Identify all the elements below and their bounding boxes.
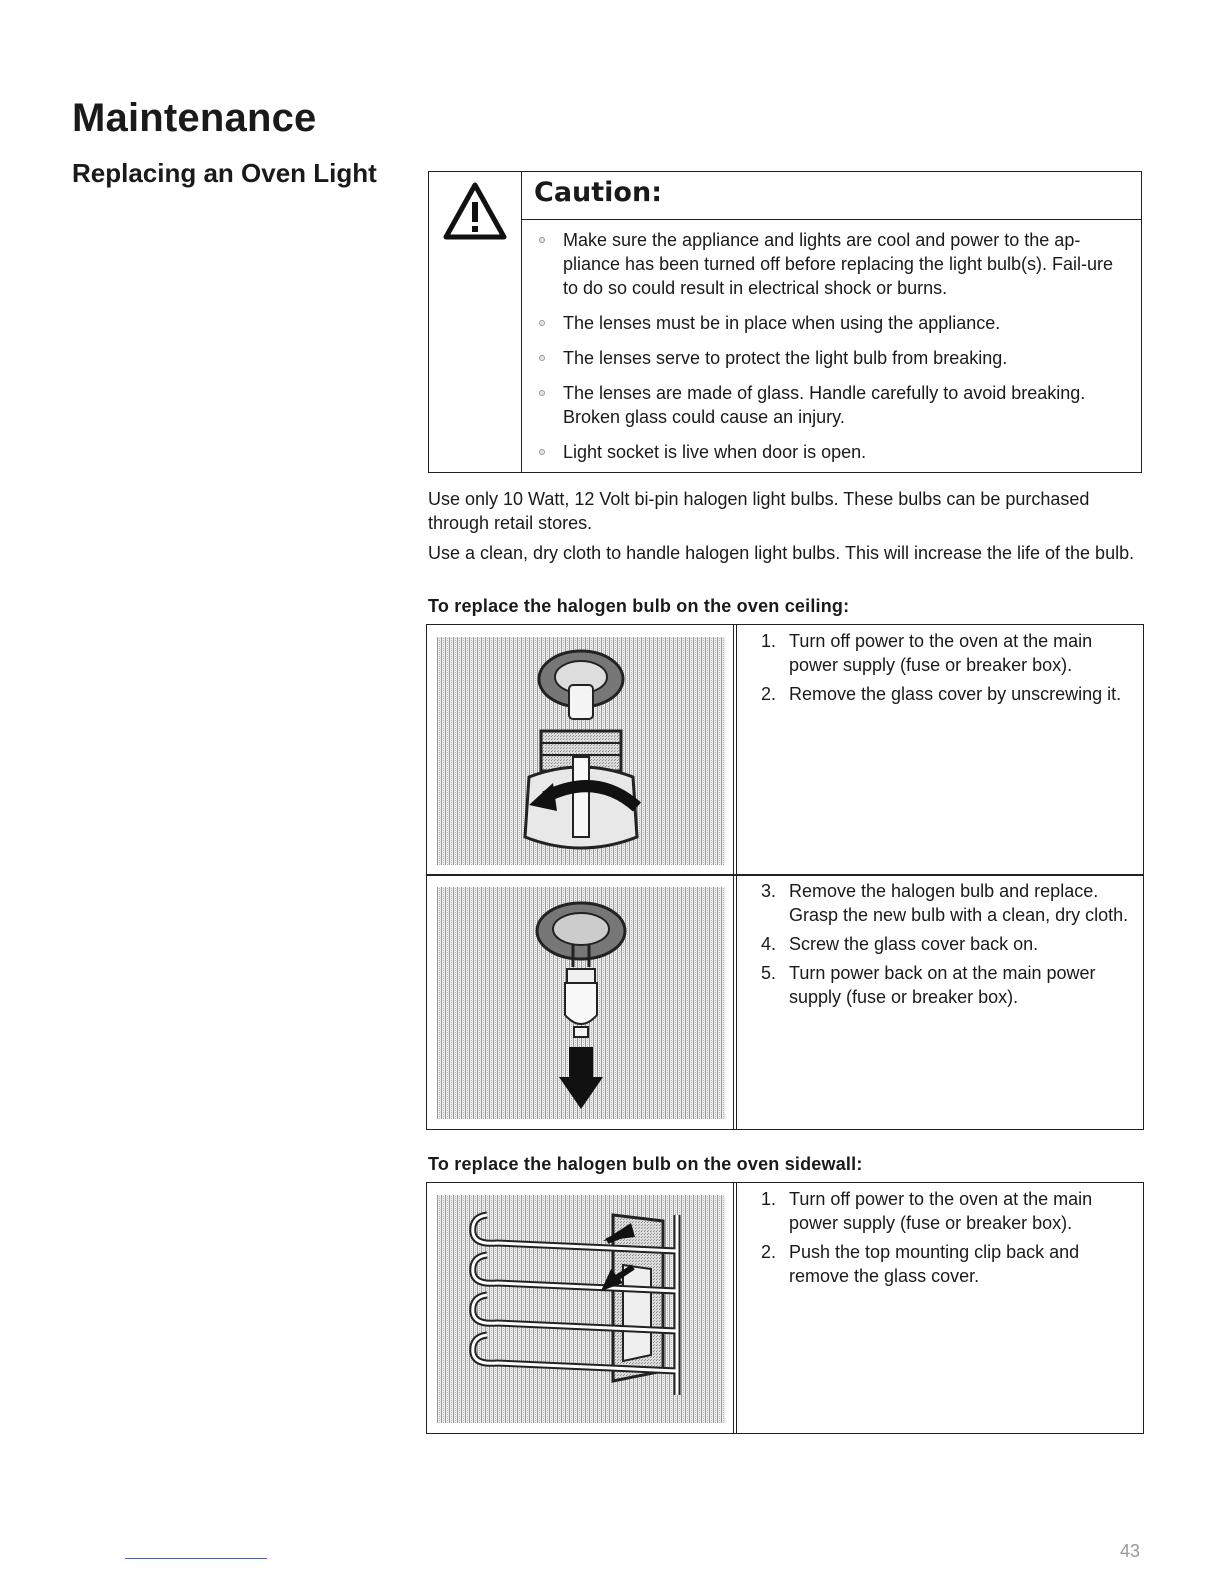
caution-title: Caution: bbox=[534, 177, 662, 208]
caution-item-text: Light socket is live when door is open. bbox=[563, 442, 867, 462]
list-item bbox=[761, 1240, 1133, 1288]
list-item bbox=[533, 440, 1131, 464]
list-item bbox=[533, 228, 1131, 300]
sidewall-heading: To replace the halogen bulb on the oven sidewall: bbox=[428, 1154, 863, 1174]
warning-triangle-icon bbox=[443, 182, 507, 240]
intro-paragraph-cloth: Use a clean, dry cloth to handle halogen light bulbs. This will increase the life of the bulb. bbox=[428, 543, 1135, 563]
step-number: 2. bbox=[761, 684, 777, 704]
illustration-cell bbox=[427, 875, 737, 1129]
ceiling-step-panel-1 bbox=[426, 624, 1144, 876]
step-number: 2. bbox=[761, 1242, 777, 1262]
intro-paragraph-bulbs: Use only 10 Watt, 12 Volt bi-pin halogen light bulbs. These bulbs can be purchased through retail stores. bbox=[428, 489, 1090, 533]
page-title: Maintenance bbox=[72, 96, 317, 140]
list-item bbox=[533, 381, 1131, 429]
step-text: Screw the glass cover back on. bbox=[789, 934, 1039, 954]
caution-item-text: The lenses are made of glass. Handle carefully to avoid breaking. Broken glass could cause an injury. bbox=[563, 383, 1086, 427]
list-item bbox=[761, 682, 1133, 706]
step-number: 4. bbox=[761, 934, 777, 954]
bullet-icon bbox=[539, 390, 545, 396]
illustration-cell bbox=[427, 1183, 737, 1433]
step-text: Push the top mounting clip back and remove the glass cover. bbox=[789, 1242, 1080, 1286]
caution-item-text: The lenses serve to protect the light bulb from breaking. bbox=[563, 348, 1008, 368]
list-item bbox=[761, 629, 1133, 677]
caution-item-text: The lenses must be in place when using the appliance. bbox=[563, 313, 1001, 333]
bulb-remove-illustration bbox=[437, 887, 725, 1119]
section-title: Replacing an Oven Light bbox=[72, 158, 377, 188]
step-text: Remove the glass cover by unscrewing it. bbox=[789, 684, 1122, 704]
list-item bbox=[761, 961, 1133, 1009]
list-item bbox=[533, 346, 1131, 370]
step-number: 5. bbox=[761, 963, 777, 983]
step-text: Turn power back on at the main power supply (fuse or breaker box). bbox=[789, 963, 1096, 1007]
caution-icon-cell bbox=[429, 172, 522, 472]
step-text: Remove the halogen bulb and replace. Grasp the new bulb with a clean, dry cloth. bbox=[789, 881, 1129, 925]
step-text: Turn off power to the oven at the main power supply (fuse or breaker box). bbox=[789, 631, 1093, 675]
caution-item-text: Make sure the appliance and lights are cool and power to the ap-pliance has been turned off before replacing the light bulb(s). Fail-ure to do so could result in electrical shock or burns. bbox=[563, 230, 1114, 298]
bullet-icon bbox=[539, 355, 545, 361]
page-number: 43 bbox=[1120, 1541, 1141, 1561]
step-number: 1. bbox=[761, 631, 777, 651]
list-item bbox=[533, 311, 1131, 335]
illustration-cell bbox=[427, 625, 737, 875]
caution-header bbox=[522, 172, 1141, 220]
caution-list bbox=[533, 228, 1131, 475]
list-item bbox=[761, 932, 1133, 956]
bullet-icon bbox=[539, 237, 545, 243]
ceiling-steps-1 bbox=[761, 629, 1133, 711]
sidewall-steps bbox=[761, 1187, 1133, 1293]
sidewall-rack-illustration bbox=[437, 1195, 725, 1423]
ceiling-step-panel-2 bbox=[426, 874, 1144, 1130]
step-number: 3. bbox=[761, 881, 777, 901]
ceiling-steps-2 bbox=[761, 879, 1133, 1014]
footer-rule bbox=[125, 1558, 267, 1559]
caution-box bbox=[428, 171, 1142, 473]
step-number: 1. bbox=[761, 1189, 777, 1209]
list-item bbox=[761, 1187, 1133, 1235]
ceiling-heading: To replace the halogen bulb on the oven ceiling: bbox=[428, 596, 850, 616]
bullet-icon bbox=[539, 320, 545, 326]
step-text: Turn off power to the oven at the main power supply (fuse or breaker box). bbox=[789, 1189, 1093, 1233]
sidewall-step-panel bbox=[426, 1182, 1144, 1434]
bullet-icon bbox=[539, 449, 545, 455]
bulb-unscrew-illustration bbox=[437, 637, 725, 865]
list-item bbox=[761, 879, 1133, 927]
